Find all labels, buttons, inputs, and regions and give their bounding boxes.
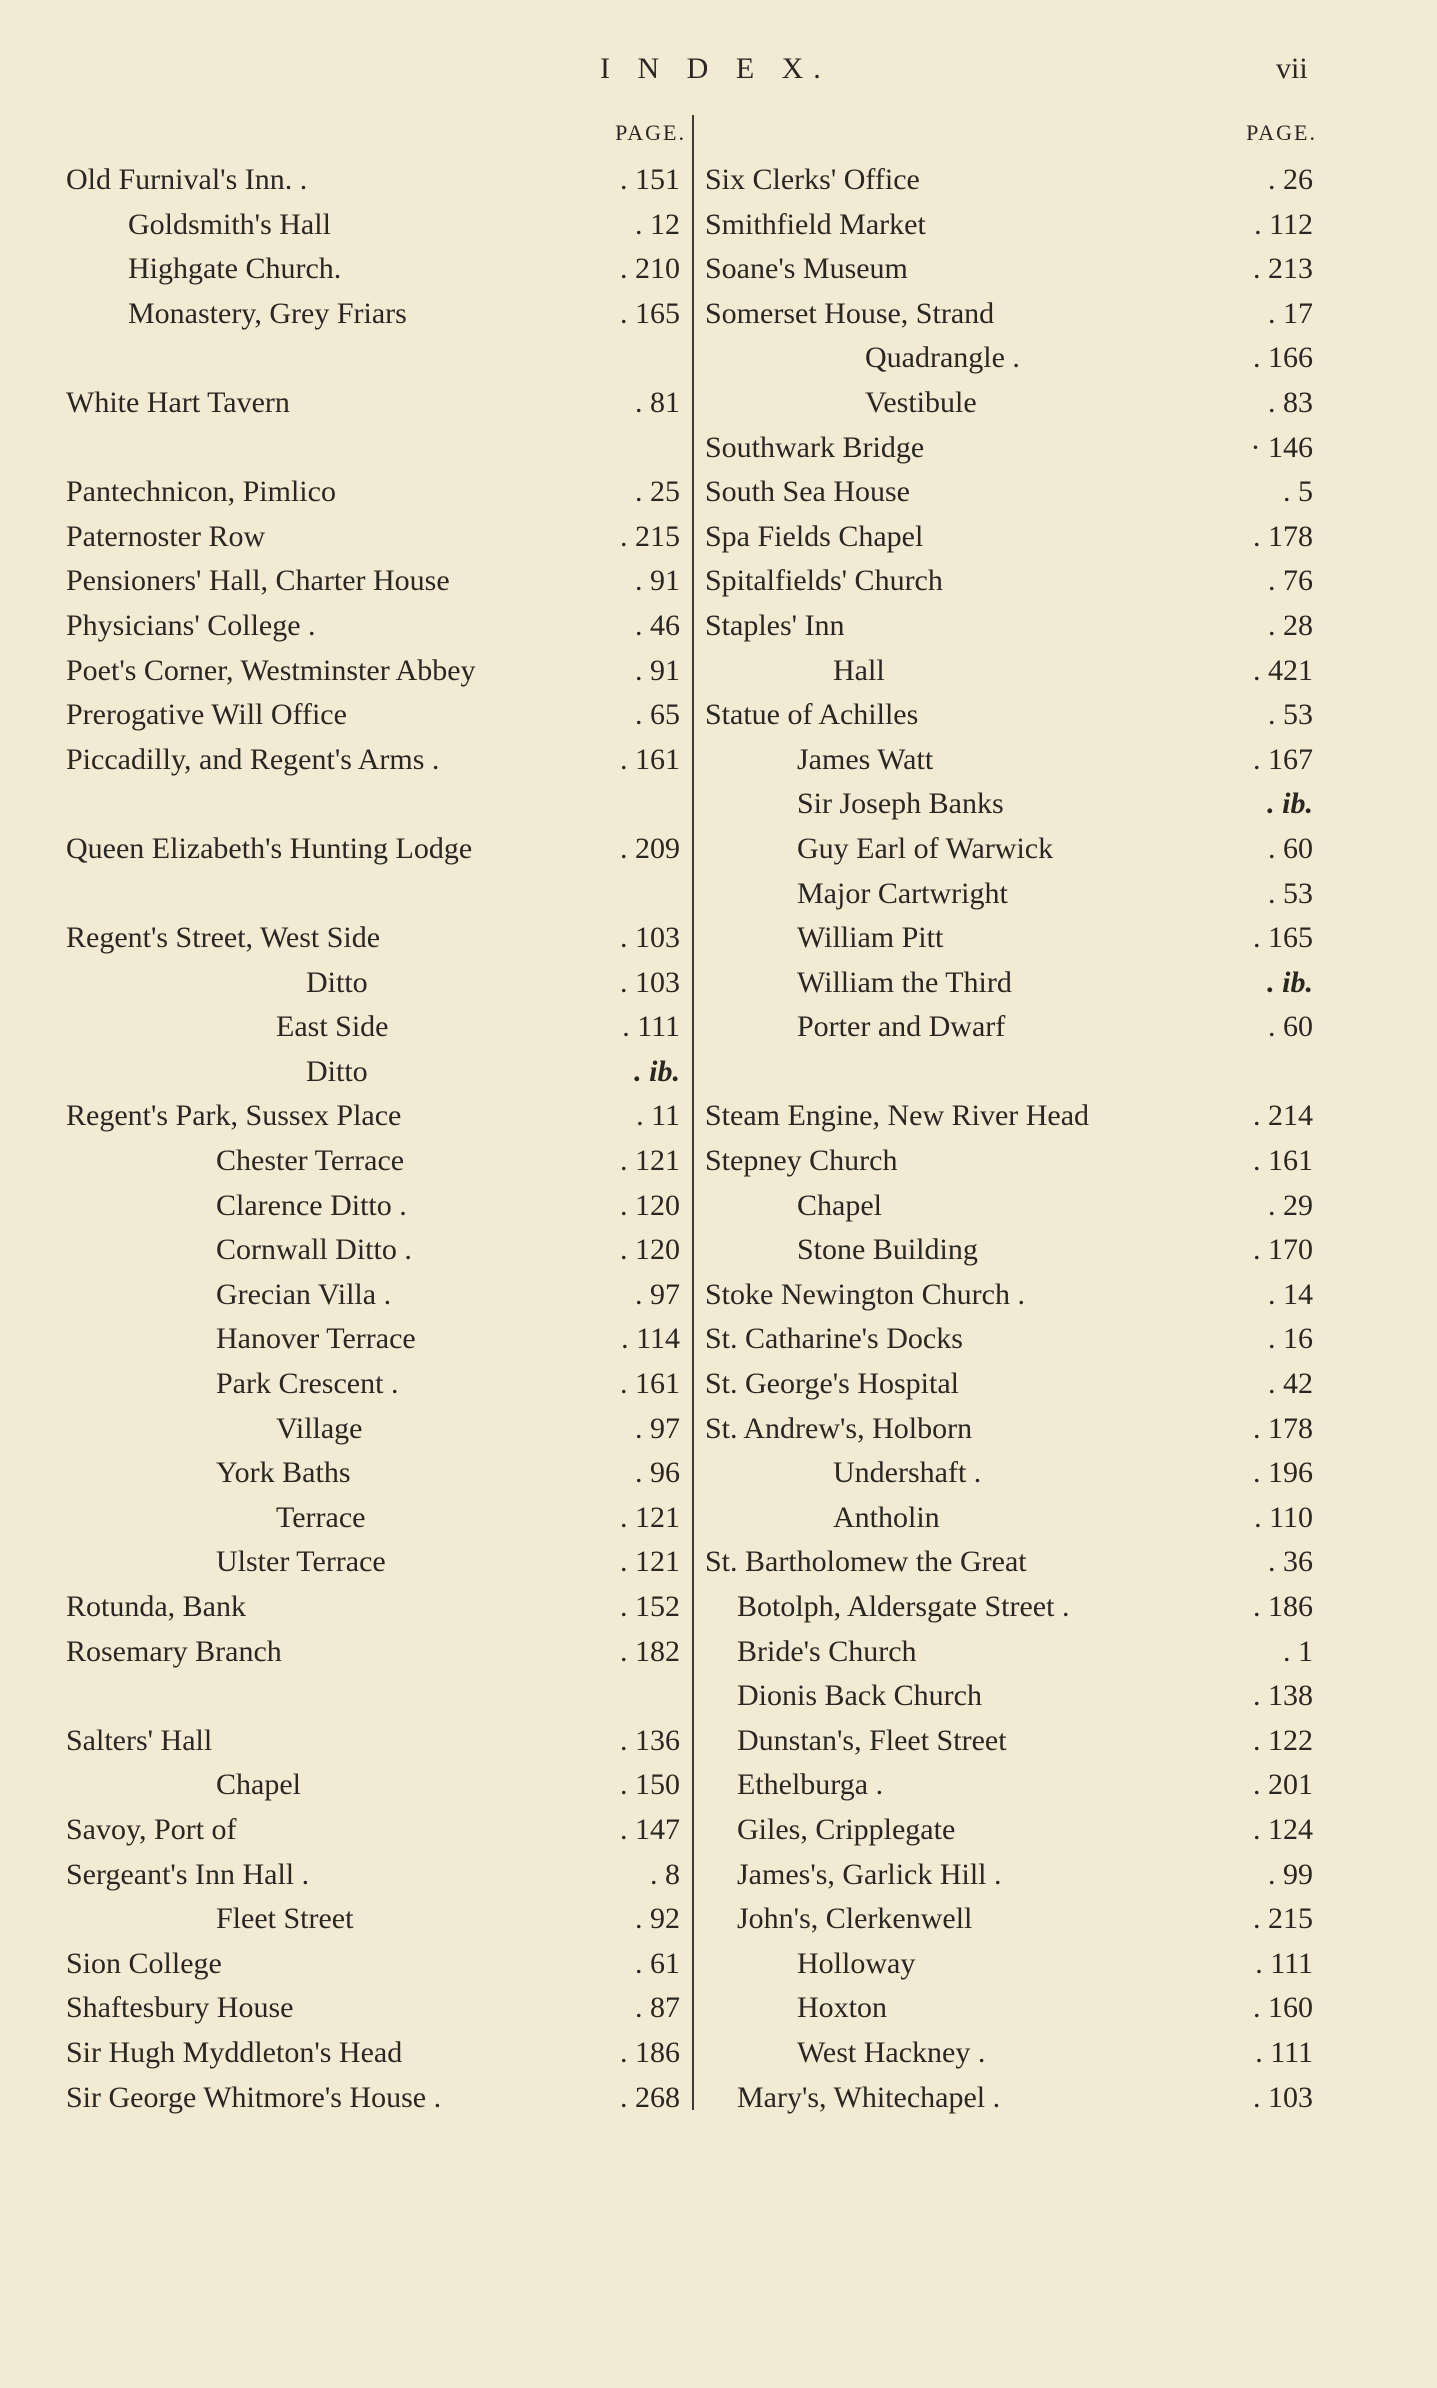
- index-entry: [705, 559, 1317, 604]
- entry-label: Dunstan's, Fleet Street: [737, 1723, 1007, 1757]
- index-entry: [66, 649, 686, 694]
- entry-label: Shaftesbury House: [66, 1991, 294, 2025]
- entry-page-number: . 121: [620, 1500, 680, 1534]
- index-spacer: [66, 336, 686, 381]
- entry-page-number: . 160: [1253, 1991, 1313, 2025]
- entry-page-number: . 97: [635, 1411, 680, 1445]
- entry-label: Dionis Back Church: [737, 1679, 982, 1713]
- index-entry: [66, 247, 686, 292]
- entry-page-number: . 136: [620, 1723, 680, 1757]
- entry-page-number: . 11: [636, 1099, 680, 1133]
- entry-label: Clarence Ditto .: [216, 1188, 407, 1222]
- index-entry: [705, 1630, 1317, 1675]
- entry-page-number: . ib.: [1267, 787, 1313, 821]
- entry-page-number: . 186: [620, 2035, 680, 2069]
- entry-label: Salters' Hall: [66, 1723, 213, 1757]
- entry-label: Regent's Street, West Side: [66, 921, 381, 955]
- entry-label: York Baths: [216, 1456, 351, 1490]
- index-entry: [705, 1496, 1317, 1541]
- entry-label: East Side: [276, 1010, 389, 1044]
- entry-page-number: . 122: [1253, 1723, 1313, 1757]
- index-entry: [66, 1050, 686, 1095]
- entry-page-number: . 110: [1254, 1500, 1313, 1534]
- index-entry: [705, 247, 1317, 292]
- entry-label: Rotunda, Bank: [66, 1590, 246, 1623]
- index-entry: [66, 470, 686, 515]
- index-entry: [66, 1808, 686, 1853]
- entry-label: West Hackney .: [797, 2035, 986, 2069]
- entry-label: St. Andrew's, Holborn: [705, 1411, 973, 1445]
- entry-page-number: . 152: [620, 1590, 680, 1623]
- index-rows-right: [705, 158, 1317, 2120]
- entry-page-number: . 1: [1283, 1634, 1313, 1668]
- entry-page-number: . 53: [1268, 698, 1313, 732]
- entry-page-number: . 60: [1268, 831, 1313, 865]
- entry-label: Paternoster Row: [66, 519, 266, 553]
- entry-label: James's, Garlick Hill .: [737, 1857, 1002, 1891]
- index-entry: [705, 693, 1317, 738]
- index-entry: [66, 292, 686, 337]
- entry-label: Stoke Newington Church .: [705, 1277, 1025, 1311]
- entry-page-number: . 103: [1253, 2080, 1313, 2114]
- entry-label: Giles, Cripplegate: [737, 1812, 956, 1846]
- index-entry: [705, 1005, 1317, 1050]
- index-spacer: [705, 1050, 1317, 1095]
- entry-label: Staples' Inn: [705, 608, 845, 642]
- index-entry: [66, 1317, 686, 1362]
- index-entry: [705, 782, 1317, 827]
- index-entry: [705, 1228, 1317, 1273]
- entry-label: Poet's Corner, Westminster Abbey: [66, 653, 476, 687]
- entry-page-number: . 167: [1253, 742, 1313, 776]
- entry-label: Hall: [833, 653, 885, 687]
- index-entry: [66, 1005, 686, 1050]
- index-entry: [705, 2076, 1317, 2121]
- index-entry: [66, 604, 686, 649]
- index-entry: [705, 292, 1317, 337]
- entry-label: St. Catharine's Docks: [705, 1322, 963, 1356]
- entry-label: Vestibule: [865, 385, 977, 419]
- index-entry: [66, 559, 686, 604]
- index-entry: [66, 1228, 686, 1273]
- entry-label: Ditto: [306, 1054, 368, 1088]
- index-entry: [705, 1407, 1317, 1452]
- entry-page-number: . 182: [620, 1634, 680, 1668]
- index-entry: [66, 1986, 686, 2031]
- index-spacer: [66, 782, 686, 827]
- entry-page-number: . 53: [1268, 876, 1313, 910]
- entry-page-number: . 178: [1253, 1411, 1313, 1445]
- entry-page-number: . 147: [620, 1812, 680, 1846]
- index-entry: [66, 1585, 686, 1630]
- index-entry: [705, 158, 1317, 203]
- page-column-header: PAGE.: [1246, 120, 1317, 145]
- index-entry: [705, 1540, 1317, 1585]
- entry-page-number: . 92: [635, 1902, 680, 1936]
- entry-label: Spa Fields Chapel: [705, 519, 924, 553]
- entry-page-number: . 26: [1268, 163, 1313, 196]
- index-column-left: [66, 114, 686, 2120]
- entry-label: John's, Clerkenwell: [737, 1902, 973, 1936]
- entry-label: Undershaft .: [833, 1456, 982, 1490]
- index-entry: [705, 203, 1317, 248]
- entry-label: South Sea House: [705, 475, 910, 509]
- entry-label: Old Furnival's Inn. .: [66, 163, 308, 196]
- index-entry: [66, 515, 686, 560]
- index-entry: [66, 1451, 686, 1496]
- entry-page-number: . 17: [1268, 296, 1313, 330]
- entry-page-number: . 25: [635, 475, 680, 509]
- entry-label: Spitalfields' Church: [705, 564, 943, 598]
- entry-page-number: . 121: [620, 1545, 680, 1579]
- entry-page-number: . 12: [635, 207, 680, 241]
- entry-label: Guy Earl of Warwick: [797, 831, 1054, 865]
- entry-label: Regent's Park, Sussex Place: [66, 1099, 402, 1133]
- index-entry: [705, 1451, 1317, 1496]
- entry-label: Sir George Whitmore's House .: [66, 2080, 442, 2114]
- index-entry: [705, 1808, 1317, 1853]
- entry-page-number: . 120: [620, 1233, 680, 1267]
- running-title: I N D E X.: [600, 52, 831, 85]
- index-entry: [705, 426, 1317, 471]
- entry-label: Quadrangle .: [865, 341, 1020, 375]
- index-entry: [66, 916, 686, 961]
- entry-page-number: . 65: [635, 698, 680, 732]
- index-entry: [705, 1986, 1317, 2031]
- entry-page-number: . 112: [1254, 207, 1313, 241]
- entry-label: Bride's Church: [737, 1634, 917, 1668]
- entry-label: Park Crescent .: [216, 1367, 399, 1401]
- entry-label: Ulster Terrace: [216, 1545, 386, 1579]
- entry-page-number: . 60: [1268, 1010, 1313, 1044]
- index-entry: [705, 1362, 1317, 1407]
- entry-label: Chester Terrace: [216, 1144, 405, 1178]
- entry-label: Pantechnicon, Pimlico: [66, 475, 336, 509]
- column-divider-rule: [692, 115, 694, 2110]
- entry-label: Porter and Dwarf: [797, 1010, 1006, 1044]
- entry-page-number: . 138: [1253, 1679, 1313, 1713]
- entry-label: Terrace: [276, 1500, 366, 1534]
- index-rows-left: [66, 158, 686, 2120]
- index-entry: [705, 515, 1317, 560]
- index-entry: [66, 381, 686, 426]
- index-entry: [66, 1184, 686, 1229]
- entry-page-number: . 166: [1253, 341, 1313, 375]
- entry-label: Antholin: [833, 1500, 940, 1534]
- entry-page-number: . 201: [1253, 1768, 1313, 1802]
- index-entry: [705, 1585, 1317, 1630]
- entry-label: Southwark Bridge: [705, 430, 925, 464]
- index-entry: [705, 381, 1317, 426]
- index-entry: [705, 1184, 1317, 1229]
- entry-label: White Hart Tavern: [66, 385, 290, 419]
- entry-page-number: . 5: [1283, 475, 1313, 509]
- page-column-header: PAGE.: [615, 120, 686, 145]
- entry-page-number: . 215: [1253, 1902, 1313, 1936]
- entry-label: Sion College: [66, 1946, 222, 1980]
- entry-label: Steam Engine, New River Head: [705, 1099, 1090, 1133]
- index-entry: [705, 827, 1317, 872]
- index-entry: [66, 1763, 686, 1808]
- entry-page-number: . 111: [1255, 2035, 1313, 2069]
- entry-label: Village: [276, 1411, 363, 1445]
- index-spacer: [66, 872, 686, 917]
- index-entry: [705, 336, 1317, 381]
- entry-label: Sergeant's Inn Hall .: [66, 1857, 310, 1891]
- index-entry: [705, 738, 1317, 783]
- entry-label: Statue of Achilles: [705, 698, 919, 732]
- entry-page-number: · 146: [1250, 430, 1313, 464]
- entry-label: Physicians' College .: [66, 608, 316, 642]
- entry-page-number: . 111: [622, 1010, 680, 1044]
- entry-label: Botolph, Aldersgate Street .: [737, 1590, 1070, 1623]
- entry-label: James Watt: [797, 742, 934, 776]
- entry-page-number: . 76: [1268, 564, 1313, 598]
- entry-page-number: . 165: [1253, 921, 1313, 955]
- entry-label: William the Third: [797, 965, 1012, 999]
- entry-label: Sir Joseph Banks: [797, 787, 1004, 821]
- entry-page-number: . 196: [1253, 1456, 1313, 1490]
- entry-page-number: . 99: [1268, 1857, 1313, 1891]
- entry-page-number: . ib.: [634, 1054, 680, 1088]
- entry-label: Stone Building: [797, 1233, 978, 1267]
- entry-label: Chapel: [797, 1188, 882, 1222]
- index-entry: [66, 961, 686, 1006]
- entry-label: Holloway: [797, 1946, 916, 1980]
- entry-label: Grecian Villa .: [216, 1277, 392, 1311]
- entry-page-number: . 121: [620, 1144, 680, 1178]
- entry-label: Mary's, Whitechapel .: [737, 2080, 1001, 2114]
- entry-label: Savoy, Port of: [66, 1812, 237, 1846]
- index-entry: [705, 649, 1317, 694]
- entry-page-number: . 36: [1268, 1545, 1313, 1579]
- index-entry: [705, 2031, 1317, 2076]
- entry-page-number: . 103: [620, 921, 680, 955]
- entry-page-number: . ib.: [1267, 965, 1313, 999]
- entry-label: Fleet Street: [216, 1902, 354, 1936]
- entry-label: Hoxton: [797, 1991, 887, 2025]
- entry-page-number: . 215: [620, 519, 680, 553]
- running-head: [0, 52, 1437, 92]
- entry-label: William Pitt: [797, 921, 944, 955]
- entry-page-number: . 61: [635, 1946, 680, 1980]
- entry-label: Monastery, Grey Friars: [128, 296, 407, 330]
- index-entry: [66, 738, 686, 783]
- entry-label: Hanover Terrace: [216, 1322, 416, 1356]
- entry-page-number: . 161: [620, 742, 680, 776]
- entry-label: Stepney Church: [705, 1144, 898, 1178]
- index-entry: [66, 1094, 686, 1139]
- entry-page-number: . 114: [621, 1322, 680, 1356]
- entry-label: Chapel: [216, 1768, 301, 1802]
- entry-page-number: . 103: [620, 965, 680, 999]
- entry-page-number: . 170: [1253, 1233, 1313, 1267]
- index-entry: [705, 470, 1317, 515]
- entry-label: Prerogative Will Office: [66, 698, 347, 732]
- index-entry: [66, 693, 686, 738]
- index-entry: [66, 158, 686, 203]
- index-entry: [705, 1763, 1317, 1808]
- entry-label: St. Bartholomew the Great: [705, 1545, 1027, 1579]
- entry-label: Highgate Church.: [128, 252, 342, 286]
- entry-page-number: . 91: [635, 564, 680, 598]
- entry-page-number: . 14: [1268, 1277, 1313, 1311]
- entry-label: Ditto: [306, 965, 368, 999]
- entry-page-number: . 268: [620, 2080, 680, 2114]
- index-entry: [66, 1273, 686, 1318]
- entry-page-number: . 165: [620, 296, 680, 330]
- entry-page-number: . 111: [1255, 1946, 1313, 1980]
- index-entry: [66, 1719, 686, 1764]
- entry-label: Major Cartwright: [797, 876, 1008, 910]
- entry-page-number: . 96: [635, 1456, 680, 1490]
- page-folio: vii: [1276, 52, 1308, 85]
- entry-label: Smithfield Market: [705, 207, 926, 241]
- entry-page-number: . 28: [1268, 608, 1313, 642]
- entry-label: Sir Hugh Myddleton's Head: [66, 2035, 403, 2069]
- entry-page-number: . 150: [620, 1768, 680, 1802]
- entry-page-number: . 151: [620, 163, 680, 196]
- entry-label: Pensioners' Hall, Charter House: [66, 564, 450, 598]
- entry-page-number: . 16: [1268, 1322, 1313, 1356]
- index-entry: [66, 1942, 686, 1987]
- index-entry: [705, 961, 1317, 1006]
- index-entry: [66, 2076, 686, 2121]
- index-entry: [705, 916, 1317, 961]
- entry-label: Queen Elizabeth's Hunting Lodge: [66, 831, 473, 865]
- entry-page-number: . 209: [620, 831, 680, 865]
- entry-page-number: . 214: [1253, 1099, 1313, 1133]
- entry-label: Ethelburga .: [737, 1768, 884, 1802]
- entry-page-number: . 87: [635, 1991, 680, 2025]
- index-column-right: [705, 114, 1317, 2120]
- index-entry: [705, 1273, 1317, 1318]
- entry-label: Piccadilly, and Regent's Arms .: [66, 742, 440, 776]
- entry-page-number: . 161: [620, 1367, 680, 1401]
- index-entry: [705, 604, 1317, 649]
- entry-page-number: . 161: [1253, 1144, 1313, 1178]
- entry-label: Soane's Museum: [705, 252, 908, 286]
- index-entry: [66, 827, 686, 872]
- index-entry: [705, 1853, 1317, 1898]
- entry-page-number: . 29: [1268, 1188, 1313, 1222]
- index-spacer: [66, 1674, 686, 1719]
- entry-label: Goldsmith's Hall: [128, 207, 331, 241]
- entry-page-number: . 186: [1253, 1590, 1313, 1623]
- index-entry: [66, 1496, 686, 1541]
- index-entry: [66, 1407, 686, 1452]
- index-entry: [705, 1719, 1317, 1764]
- index-entry: [66, 1630, 686, 1675]
- entry-page-number: . 81: [635, 385, 680, 419]
- index-entry: [705, 872, 1317, 917]
- index-entry: [66, 1139, 686, 1184]
- index-spacer: [66, 426, 686, 471]
- index-entry: [66, 1540, 686, 1585]
- entry-page-number: . 421: [1253, 653, 1313, 687]
- entry-label: St. George's Hospital: [705, 1367, 960, 1401]
- entry-page-number: . 42: [1268, 1367, 1313, 1401]
- entry-page-number: . 83: [1268, 385, 1313, 419]
- index-entry: [705, 1897, 1317, 1942]
- entry-label: Somerset House, Strand: [705, 296, 995, 330]
- index-entry: [705, 1094, 1317, 1139]
- index-entry: [705, 1942, 1317, 1987]
- entry-page-number: . 210: [620, 252, 680, 286]
- index-entry: [705, 1317, 1317, 1362]
- entry-label: Cornwall Ditto .: [216, 1233, 412, 1267]
- index-entry: [705, 1674, 1317, 1719]
- entry-page-number: . 124: [1253, 1812, 1313, 1846]
- index-entry: [66, 1362, 686, 1407]
- entry-label: Rosemary Branch: [66, 1634, 282, 1668]
- index-entry: [66, 2031, 686, 2076]
- entry-page-number: . 91: [635, 653, 680, 687]
- entry-page-number: . 46: [635, 608, 680, 642]
- entry-page-number: . 8: [650, 1857, 680, 1891]
- entry-label: Six Clerks' Office: [705, 163, 920, 196]
- entry-page-number: . 178: [1253, 519, 1313, 553]
- entry-page-number: . 120: [620, 1188, 680, 1222]
- entry-page-number: . 97: [635, 1277, 680, 1311]
- index-entry: [66, 1853, 686, 1898]
- index-entry: [66, 1897, 686, 1942]
- index-entry: [66, 203, 686, 248]
- entry-page-number: . 213: [1253, 252, 1313, 286]
- index-entry: [705, 1139, 1317, 1184]
